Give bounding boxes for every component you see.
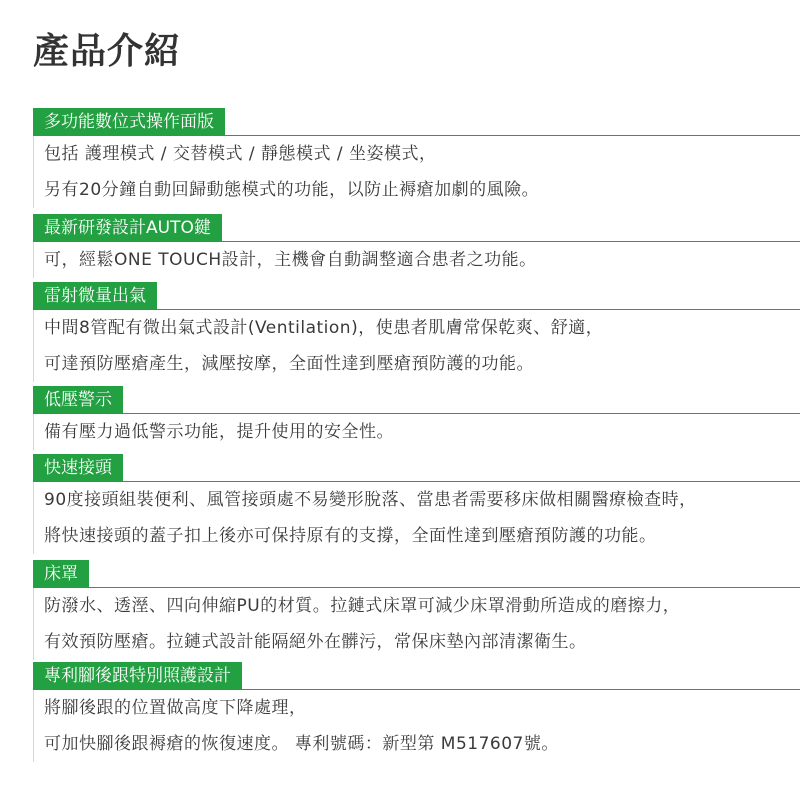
section-header <box>33 454 800 482</box>
section-body <box>33 310 800 382</box>
section-label: 最新研發設計AUTO鍵 <box>33 214 222 242</box>
body-text-line: 將腳後跟的位置做高度下降處理， <box>44 698 307 718</box>
section-low-pressure-alarm <box>33 386 800 450</box>
section-header <box>33 560 800 588</box>
section-heel-care <box>33 662 800 762</box>
section-body <box>33 136 800 208</box>
body-text-line: 有效預防壓瘡。拉鏈式設計能隔絕外在髒污，常保床墊內部清潔衛生。 <box>44 632 587 652</box>
body-text-line: 另有20分鐘自動回歸動態模式的功能，以防止褥瘡加劇的風險。 <box>44 180 540 200</box>
section-label: 雷射微量出氣 <box>33 282 157 310</box>
section-header <box>33 662 800 690</box>
section-body <box>33 482 800 554</box>
body-text-line: 將快速接頭的蓋子扣上後亦可保持原有的支撐，全面性達到壓瘡預防護的功能。 <box>44 526 657 546</box>
page-title: 產品介紹 <box>33 31 182 72</box>
body-text-line: 防潑水、透溼、四向伸縮PU的材質。拉鏈式床罩可減少床罩滑動所造成的磨擦力， <box>44 596 681 616</box>
section-laser-vent <box>33 282 800 382</box>
body-text-line: 90度接頭組裝便利、風管接頭處不易變形脫落、當患者需要移床做相關醫療檢查時， <box>44 490 697 510</box>
body-text-line: 備有壓力過低警示功能，提升使用的安全性。 <box>44 422 394 442</box>
body-text-line: 可加快腳後跟褥瘡的恢復速度。 專利號碼：新型第 M517607號。 <box>44 734 559 754</box>
section-body <box>33 588 800 660</box>
section-label: 多功能數位式操作面版 <box>33 108 225 136</box>
body-text-line: 可，經鬆ONE TOUCH設計，主機會自動調整適合患者之功能。 <box>44 250 537 270</box>
section-control-panel <box>33 108 800 208</box>
section-body <box>33 690 800 762</box>
section-header <box>33 282 800 310</box>
section-label: 快速接頭 <box>33 454 123 482</box>
section-body <box>33 414 800 450</box>
section-label: 專利腳後跟特別照護設計 <box>33 662 242 690</box>
body-text-line: 可達預防壓瘡產生，減壓按摩，全面性達到壓瘡預防護的功能。 <box>44 354 534 374</box>
section-label: 床罩 <box>33 560 89 588</box>
section-mattress-cover <box>33 560 800 660</box>
body-text-line: 中間8管配有微出氣式設計(Ventilation)，使患者肌膚常保乾爽、舒適， <box>44 318 604 338</box>
section-body <box>33 242 800 278</box>
section-header <box>33 108 800 136</box>
section-auto-key <box>33 214 800 278</box>
body-text-line: 包括 護理模式 / 交替模式 / 靜態模式 / 坐姿模式， <box>44 144 437 164</box>
section-header <box>33 214 800 242</box>
section-quick-connector <box>33 454 800 554</box>
section-header <box>33 386 800 414</box>
section-label: 低壓警示 <box>33 386 123 414</box>
